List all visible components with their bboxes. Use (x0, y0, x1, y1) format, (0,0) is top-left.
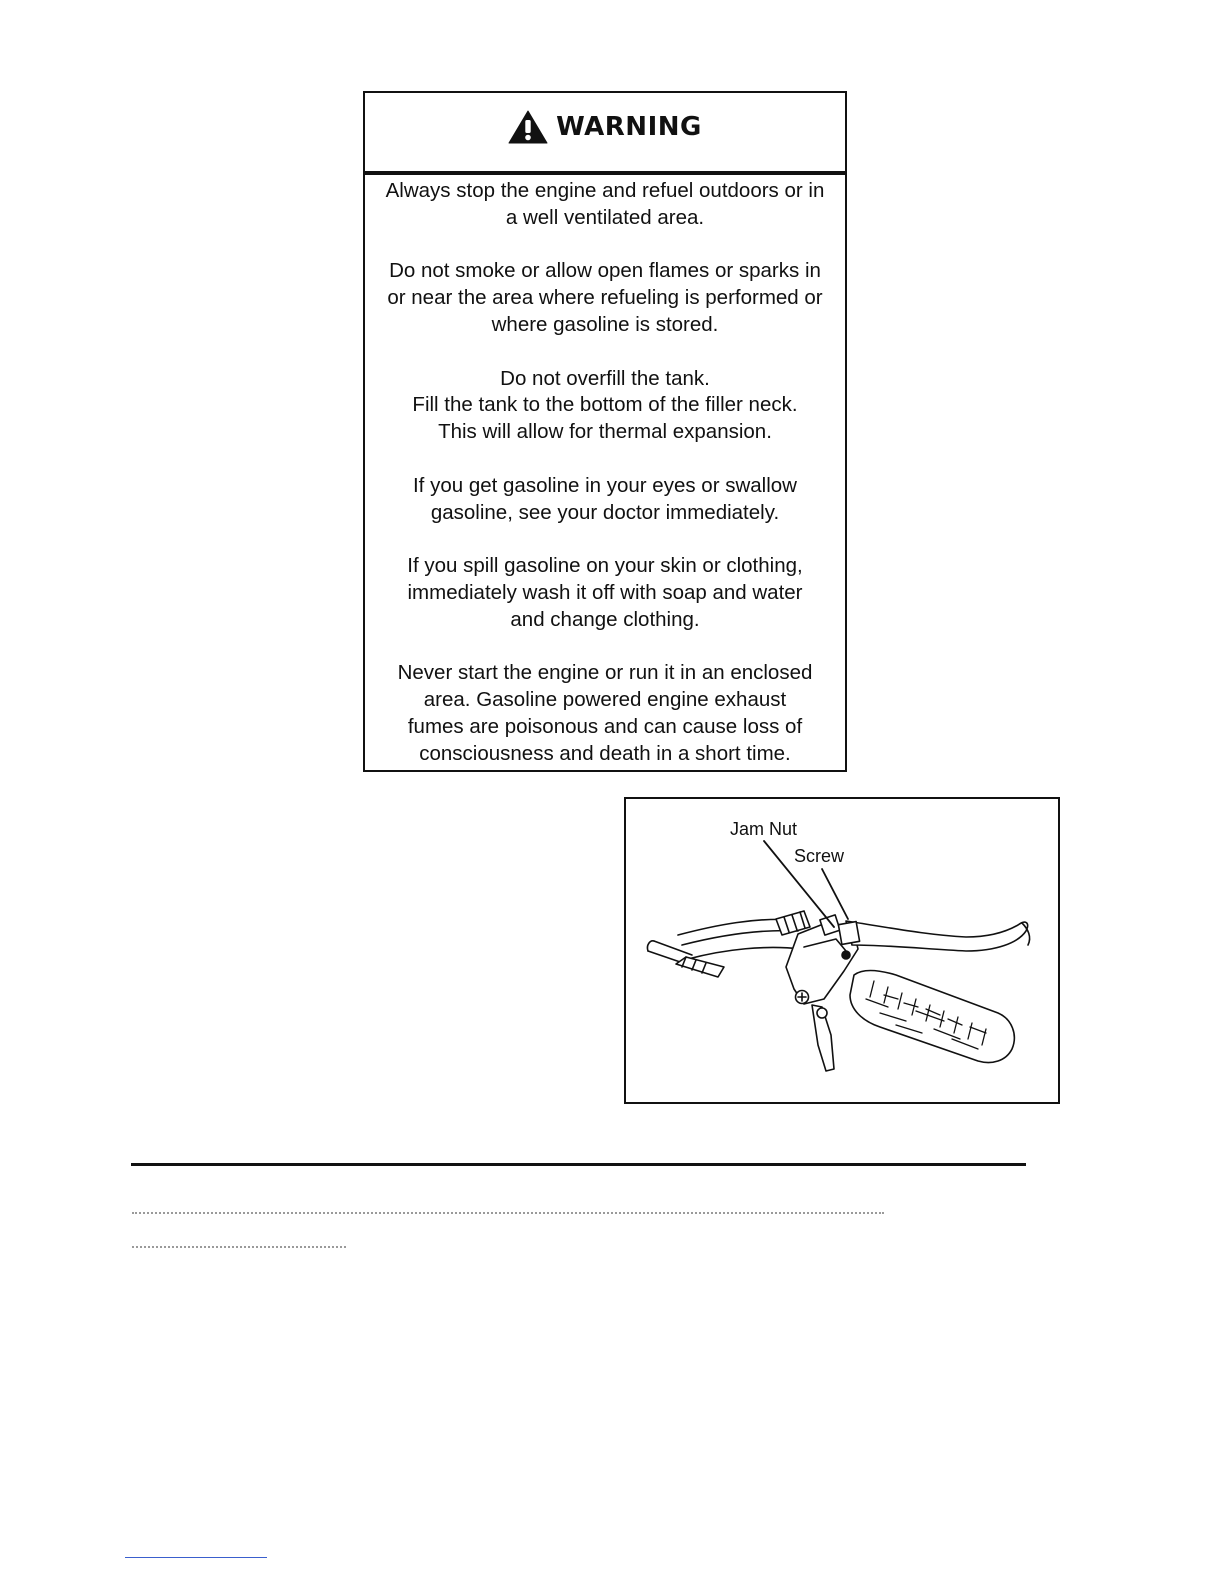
warning-paragraph: Do not smoke or allow open flames or sparks in or near the area where refueling is performed or where gasoline is stored. (387, 259, 823, 336)
section-divider (131, 1163, 1026, 1166)
warning-paragraph: Never start the engine or run it in an enclosed area. Gasoline powered engine exhaust fumes are poisonous and can cause loss of consciousness and death in a short time. (397, 661, 813, 765)
warning-body (365, 175, 845, 768)
warning-title: WARNING (556, 112, 702, 142)
warning-paragraph: If you get gasoline in your eyes or swallow gasoline, see your doctor immediately. (412, 473, 797, 524)
warning-triangle-icon (508, 110, 548, 144)
jam-nut-label: Jam Nut (730, 819, 798, 839)
warning-box (363, 91, 847, 772)
clutch-lever-illustration (626, 799, 1058, 1102)
screw-label: Screw (794, 846, 845, 866)
warning-paragraph: If you spill gasoline on your skin or clothing, immediately wash it off with soap and water and change clothing. (407, 554, 803, 631)
footer-link[interactable] (125, 1557, 267, 1558)
warning-paragraph: Do not overfill the tank. Fill the tank to the bottom of the filler neck. This will allow for thermal expansion. (412, 366, 798, 444)
clutch-lever-figure (624, 797, 1060, 1104)
warning-header (365, 93, 845, 175)
warning-paragraph: Always stop the engine and refuel outdoors or in a well ventilated area. (385, 179, 825, 229)
dotted-line (132, 1212, 884, 1214)
dotted-line (132, 1246, 346, 1248)
